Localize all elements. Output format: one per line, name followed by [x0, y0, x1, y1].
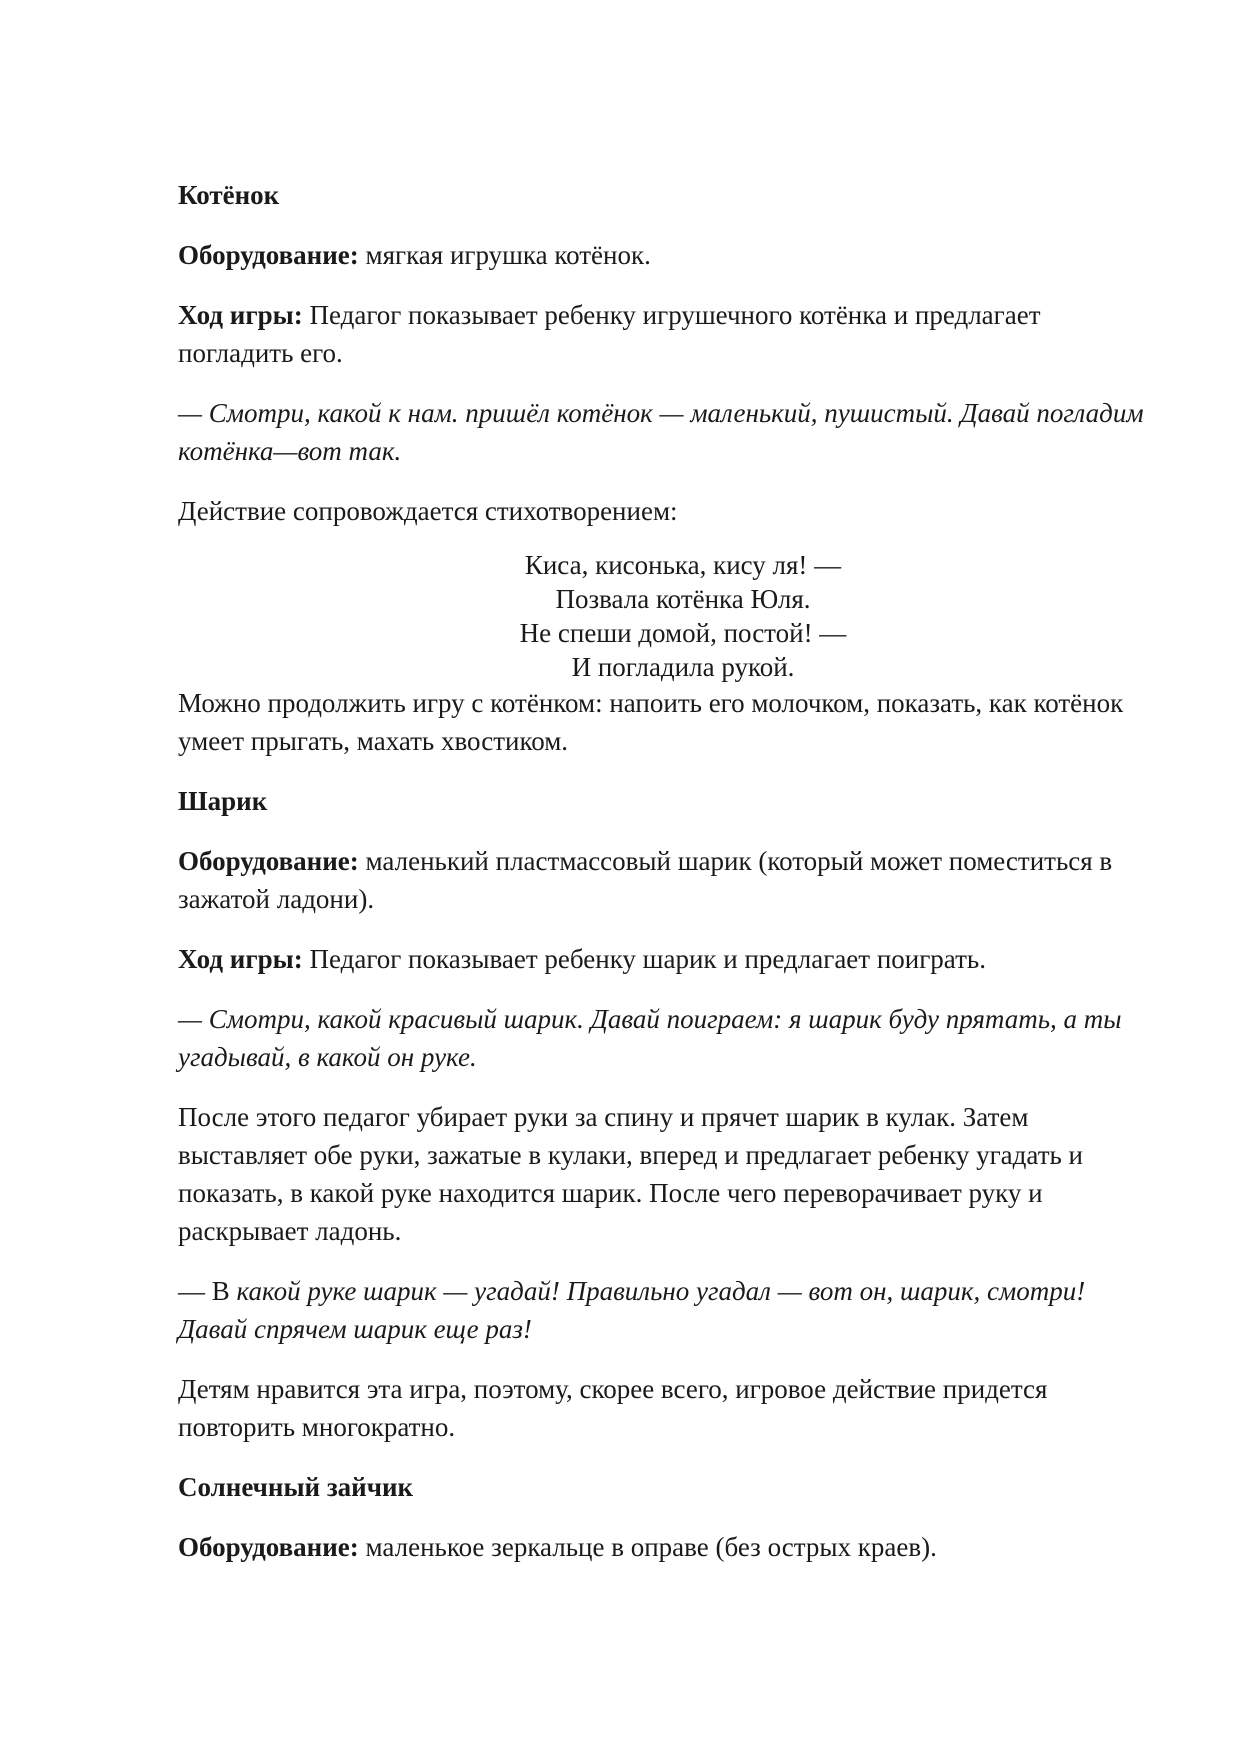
course-paragraph [178, 296, 1158, 372]
poem [178, 548, 1158, 684]
speech2-prefix: — В [178, 1276, 230, 1306]
after-poem-paragraph: Можно продолжить игру с котёнком: напоить его молочком, показать, как котёнок умеет прыгать, махать хвостиком. [178, 688, 1124, 756]
course-label: Ход игры: [178, 944, 303, 974]
body-paragraph: После этого педагог убирает руки за спину и прячет шарик в кулак. Затем выставляет обе руки, зажатые в кулаки, вперед и предлагает ребенку угадать и показать, в какой руке находится шарик. После чего переворачивает руку и раскрывает ладонь. [178, 1102, 1084, 1246]
section-title: Котёнок [178, 180, 280, 210]
equipment-paragraph [178, 842, 1158, 918]
section-sunbeam [178, 1468, 1158, 1566]
section-title: Шарик [178, 786, 268, 816]
equipment-text: маленькое зеркальце в оправе (без острых краев). [358, 1532, 937, 1562]
section-title: Солнечный зайчик [178, 1472, 414, 1502]
equipment-text: мягкая игрушка котёнок. [358, 240, 651, 270]
speech2-italic: какой руке шарик — угадай! Правильно угадал — вот он, шарик, смотри! Давай спрячем шарик еще раз! [178, 1276, 1086, 1344]
equipment-label: Оборудование: [178, 240, 359, 270]
speech2-paragraph [178, 1272, 1158, 1348]
speech-paragraph: — Смотри, какой красивый шарик. Давай поиграем: я шарик буду прятать, а ты угадывай, в какой он руке. [178, 1004, 1122, 1072]
equipment-text: маленький пластмассовый шарик (который может поместиться в зажатой ладони). [178, 846, 1113, 914]
course-text: Педагог показывает ребенку шарик и предлагает поиграть. [302, 944, 986, 974]
course-label: Ход игры: [178, 300, 303, 330]
section-ball [178, 782, 1158, 1446]
course-text: Педагог показывает ребенку игрушечного котёнка и предлагает погладить его. [178, 300, 1041, 368]
poem-line: Киса, кисонька, кису ля! — [524, 550, 842, 580]
poem-line: И погладила рукой. [571, 652, 795, 682]
document-content [178, 176, 1158, 1588]
poem-line: Позвала котёнка Юля. [555, 584, 811, 614]
equipment-label: Оборудование: [178, 846, 359, 876]
intro-paragraph: Действие сопровождается стихотворением: [178, 496, 678, 526]
equipment-paragraph [178, 236, 1158, 274]
equipment-label: Оборудование: [178, 1532, 359, 1562]
speech-paragraph: — Смотри, какой к нам. пришёл котёнок — маленький, пушистый. Давай погладим котёнка—вот так. [178, 398, 1144, 466]
poem-line: Не спеши домой, постой! — [519, 618, 847, 648]
equipment-paragraph [178, 1528, 1158, 1566]
closing-paragraph: Детям нравится эта игра, поэтому, скорее всего, игровое действие придется повторить многократно. [178, 1374, 1048, 1442]
section-kitten [178, 176, 1158, 760]
course-paragraph [178, 940, 1158, 978]
